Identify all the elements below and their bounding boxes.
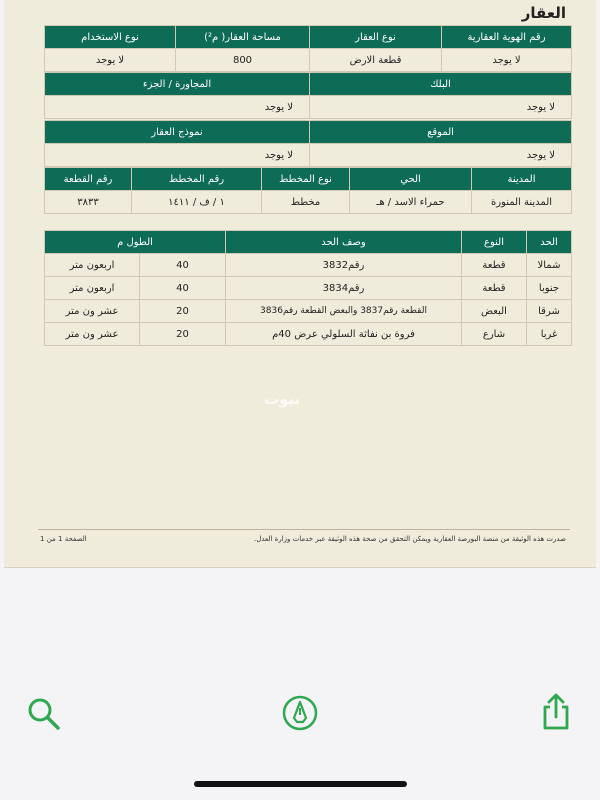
property-area-value: 800 [176, 49, 310, 72]
bound-type: شارع [462, 323, 527, 346]
home-indicator[interactable] [194, 781, 407, 787]
bound-type: قطعة [462, 254, 527, 277]
location-table [44, 120, 572, 167]
bound-type: قطعة [462, 277, 527, 300]
bound-length: 40 [140, 277, 226, 300]
property-area-header: مساحة العقار( م²) [176, 26, 310, 49]
plan-number-header: رقم المخطط [132, 168, 262, 191]
bound-length: 40 [140, 254, 226, 277]
share-button[interactable] [536, 692, 576, 732]
bound-description: رقم3832 [226, 254, 462, 277]
plan-type-header: نوع المخطط [262, 168, 350, 191]
bound-description: القطعة رقم3837 والبعض القطعة رقم3836 [226, 300, 462, 323]
share-icon [539, 692, 573, 732]
model-value: لا يوجد [45, 144, 310, 167]
plan-table [44, 167, 572, 214]
footer-divider [38, 529, 570, 530]
bound-length-words: اربعون متر [45, 277, 140, 300]
table-row [45, 323, 572, 346]
bound-direction: غربا [527, 323, 572, 346]
block-value: لا يوجد [310, 96, 572, 119]
district-header: الحي [350, 168, 472, 191]
footer-note: صدرت هذه الوثيقة من منصة البورصة العقارية ويمكن التحقق من صحة هذه الوثيقة عبر خدمات وزارة العدل. [254, 535, 566, 543]
usage-type-value: لا يوجد [45, 49, 176, 72]
district-value: حمراء الاسد / هـ [350, 191, 472, 214]
markup-button[interactable] [280, 693, 320, 733]
document-page [4, 0, 596, 568]
bound-length: 20 [140, 323, 226, 346]
bound-direction-header: الحد [527, 231, 572, 254]
bound-type-header: النوع [462, 231, 527, 254]
bound-type: البعض [462, 300, 527, 323]
pen-circle-icon [281, 694, 319, 732]
plan-number-value: ١ / ف / ١٤١١ [132, 191, 262, 214]
plan-type-value: مخطط [262, 191, 350, 214]
bound-direction: شرقا [527, 300, 572, 323]
page-number: الصفحة 1 من 1 [40, 535, 87, 543]
location-header: الموقع [310, 121, 572, 144]
block-table [44, 72, 572, 119]
adjacent-value: لا يوجد [45, 96, 310, 119]
bound-length-words: عشر ون متر [45, 300, 140, 323]
bound-direction: شمالا [527, 254, 572, 277]
table-row [45, 254, 572, 277]
plot-number-value: ٣٨٣٣ [45, 191, 132, 214]
bound-description: فروة بن نفاثة السلولي عرض 40م [226, 323, 462, 346]
search-button[interactable] [24, 694, 64, 734]
property-id-value: لا يوجد [442, 49, 572, 72]
bound-length-words: اربعون متر [45, 254, 140, 277]
property-id-header: رقم الهوية العقارية [442, 26, 572, 49]
property-type-header: نوع العقار [310, 26, 442, 49]
model-header: نموذج العقار [45, 121, 310, 144]
document-title: العقار [521, 4, 566, 22]
bound-length-words: عشر ون متر [45, 323, 140, 346]
table-row [45, 300, 572, 323]
bound-direction: جنوبا [527, 277, 572, 300]
property-table [44, 25, 572, 72]
magnifier-icon [26, 696, 62, 732]
bound-length: 20 [140, 300, 226, 323]
bound-length-header: الطول م [45, 231, 226, 254]
adjacent-header: المجاورة / الجزء [45, 73, 310, 96]
property-type-value: قطعة الارض [310, 49, 442, 72]
bounds-table [44, 230, 572, 346]
plot-number-header: رقم القطعة [45, 168, 132, 191]
bound-description-header: وصف الحد [226, 231, 462, 254]
bound-description: رقم3834 [226, 277, 462, 300]
location-value: لا يوجد [310, 144, 572, 167]
block-header: البلك [310, 73, 572, 96]
city-value: المدينة المنورة [472, 191, 572, 214]
table-row [45, 277, 572, 300]
city-header: المدينة [472, 168, 572, 191]
watermark-logo: بيوت [264, 390, 301, 408]
usage-type-header: نوع الاستخدام [45, 26, 176, 49]
